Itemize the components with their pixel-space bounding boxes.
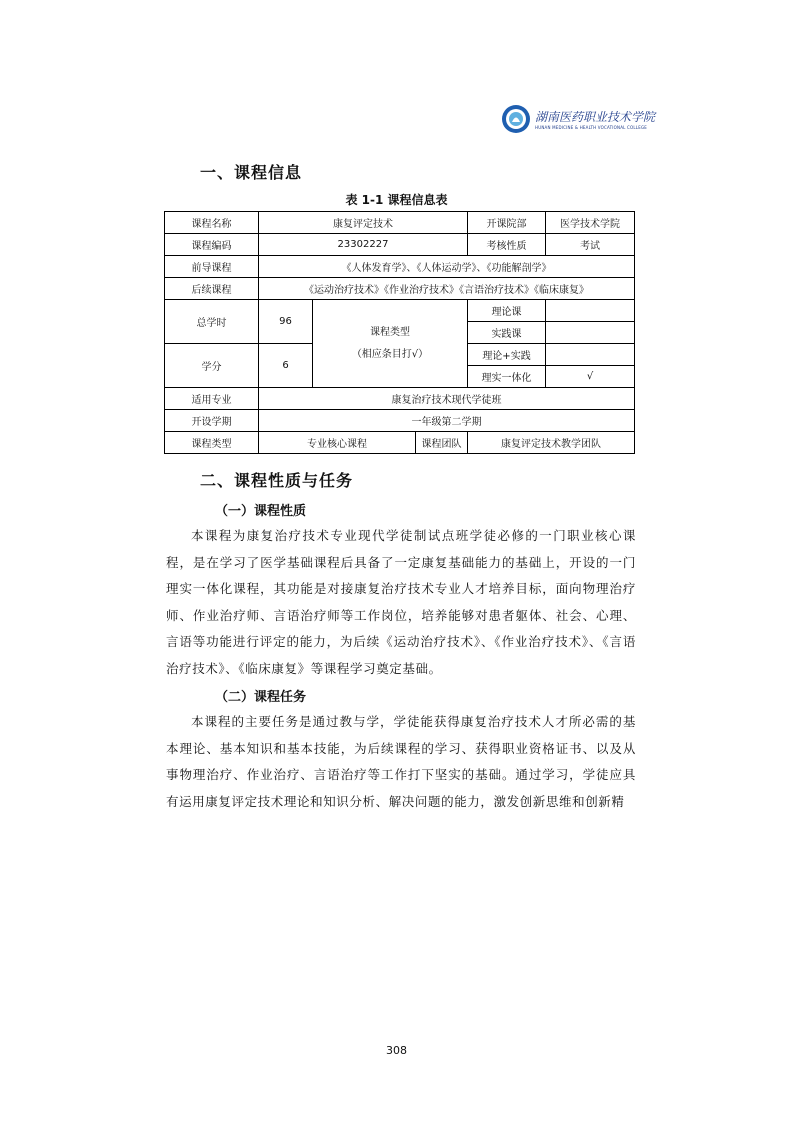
course-nature-paragraph: 本课程为康复治疗技术专业现代学徒制试点班学徒必修的一门职业核心课程，是在学习了医学基础课程后具备了一定康复基础能力的基础上，开设的一门理实一体化课程，其功能是对接康复治疗技术专业人才培养目标，面向物理治疗师、作业治疗师、言语治疗师等工作岗位，培养能够对患者躯体、社会、心理、言语等功能进行评定的能力，为后续《运动治疗技术》、《作业治疗技术》、《言语治疗技术》、《临床康复》等课程学习奠定基础。 [166,528,636,676]
type-option: 理论+实践 [468,344,546,366]
label-cell: 课程名称 [165,212,259,234]
label-cell: 前导课程 [165,256,259,278]
college-emblem-icon [501,104,531,134]
course-info-table [164,211,635,454]
table-row [165,278,635,300]
label-cell: 课程编码 [165,234,259,256]
value-cell: 康复评定技术 [259,212,468,234]
page-number: 308 [386,1044,407,1057]
value-cell: 专业核心课程 [259,432,416,454]
label-cell: 课程类型 [165,432,259,454]
college-logo [501,104,655,134]
section-1-title: 一、课程信息 [200,163,303,182]
course-type-cell [313,300,468,388]
course-type-note: （相应条目打√） [351,348,429,360]
label-cell: 开课院部 [468,212,546,234]
logo-text: 湖南医药职业技术学院 [535,110,656,124]
label-cell: 后续课程 [165,278,259,300]
table-row [165,410,635,432]
value-cell: 一年级第二学期 [259,410,635,432]
label-cell: 开设学期 [165,410,259,432]
value-cell: 康复评定技术教学团队 [468,432,635,454]
course-task-paragraph: 本课程的主要任务是通过教与学，学徒能获得康复治疗技术人才所必需的基本理论、基本知识和基本技能，为后续课程的学习、获得职业资格证书、以及从事物理治疗、作业治疗、言语治疗等工作打下坚实的基础。通过学习，学徒应具有运用康复评定技术理论和知识分析、解决问题的能力，激发创新思维和创新精 [166,714,636,809]
type-check [546,322,635,344]
table-row [165,256,635,278]
type-option: 理论课 [468,300,546,322]
type-check: √ [546,366,635,388]
table-caption: 表 1-1 课程信息表 [345,193,448,207]
value-cell: 康复治疗技术现代学徒班 [259,388,635,410]
label-cell: 考核性质 [468,234,546,256]
value-cell: 《运动治疗技术》《作业治疗技术》《言语治疗技术》《临床康复》 [259,278,635,300]
label-cell: 学分 [165,344,259,388]
table-row [165,432,635,454]
table-row [165,300,635,322]
value-cell: 96 [259,300,313,344]
type-check [546,344,635,366]
course-type-label: 课程类型 [370,326,410,338]
subsection-2-title: （二）课程任务 [215,690,307,705]
table-row [165,234,635,256]
table-row [165,388,635,410]
type-check [546,300,635,322]
logo-subtext: HUNAN MEDICINE & HEALTH VOCATIONAL COLLEGE [535,125,647,130]
value-cell: 《人体发育学》、《人体运动学》、《功能解剖学》 [259,256,635,278]
label-cell: 适用专业 [165,388,259,410]
type-option: 实践课 [468,322,546,344]
value-cell: 6 [259,344,313,388]
label-cell: 总学时 [165,300,259,344]
value-cell: 23302227 [259,234,468,256]
type-option: 理实一体化 [468,366,546,388]
value-cell: 医学技术学院 [546,212,635,234]
section-2-title: 二、课程性质与任务 [200,471,354,490]
table-row [165,212,635,234]
value-cell: 考试 [546,234,635,256]
subsection-1-title: （一）课程性质 [215,504,307,519]
label-cell: 课程团队 [416,432,468,454]
